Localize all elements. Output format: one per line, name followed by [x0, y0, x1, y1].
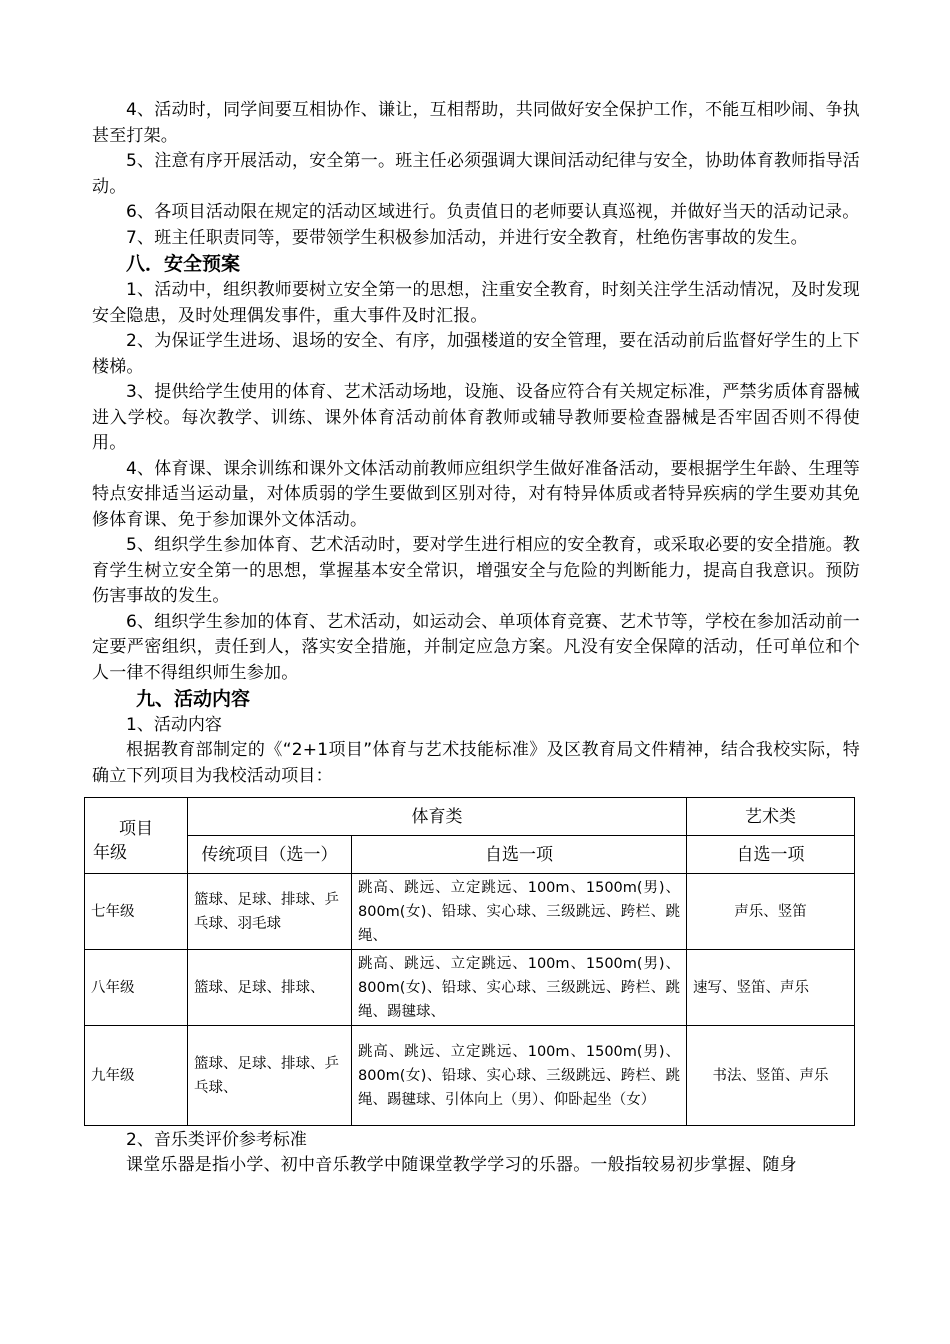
paragraph: 6、各项目活动限在规定的活动区域进行。负责值日的老师要认真巡视，并做好当天的活动记录。 [126, 202, 860, 222]
paragraph: 4、活动时，同学间要互相协作、谦让，互相帮助，共同做好安全保护工作，不能互相吵闹、争执甚至打架。 [92, 100, 860, 146]
grade-cell: 八年级 [85, 950, 188, 1026]
paragraph: 4、体育课、课余训练和课外文体活动前教师应组织学生做好准备活动，要根据学生年龄、生理等特点安排适当运动量，对体质弱的学生要做到区别对待，对有特异体质或者特异疾病的学生要劝其免修体育课、免于参加课外文体活动。 [92, 458, 860, 530]
activity-table [84, 797, 855, 1126]
corner-header-top: 项目 [119, 818, 153, 839]
corner-header-cell [85, 798, 188, 874]
elective-cell: 跳高、跳远、立定跳远、100m、1500m(男)、800m(女)、铅球、实心球、三级跳远、跨栏、跳绳、 [352, 874, 687, 950]
sports-header: 体育类 [188, 798, 687, 836]
elective-cell: 跳高、跳远、立定跳远、100m、1500m(男)、800m(女)、铅球、实心球、三级跳远、跨栏、跳绳、踢毽球、 [352, 950, 687, 1026]
paragraph: 5、组织学生参加体育、艺术活动时，要对学生进行相应的安全教育，或采取必要的安全措施。教育学生树立安全第一的思想，掌握基本安全常识，增强安全与危险的判断能力，提高自我意识。预防伤害事故的发生。 [92, 535, 860, 606]
arts-cell: 速写、竖笛、声乐 [687, 950, 855, 1026]
paragraph: 7、班主任职责同等，要带领学生积极参加活动，并进行安全教育，杜绝伤害事故的发生。 [126, 227, 808, 248]
paragraph: 1、活动中，组织教师要树立安全第一的思想，注重安全教育，时刻关注学生活动情况，及时发现安全隐患，及时处理偶发事件，重大事件及时汇报。 [92, 280, 860, 326]
table-row [85, 874, 855, 950]
elective-cell: 跳高、跳远、立定跳远、100m、1500m(男)、800m(女)、铅球、实心球、三级跳远、跨栏、跳绳、踢毽球、引体向上（男）、仰卧起坐（女） [352, 1026, 687, 1126]
subsection-heading: 1、活动内容 [126, 715, 222, 735]
section-8-heading: 八．安全预案 [126, 253, 241, 275]
arts-elective-header: 自选一项 [687, 836, 855, 874]
table-row [85, 1026, 855, 1126]
paragraph: 3、提供给学生使用的体育、艺术活动场地，设施、设备应符合有关规定标准，严禁劣质体育器械进入学校。每次教学、训练、课外体育活动前体育教师或辅导教师要检查器械是否牢固否则不得使用。 [92, 382, 860, 453]
paragraph: 2、为保证学生进场、退场的安全、有序，加强楼道的安全管理，要在活动前后监督好学生的上下楼梯。 [92, 331, 860, 377]
paragraph: 5、注意有序开展活动，安全第一。班主任必须强调大课间活动纪律与安全，协助体育教师指导活动。 [92, 151, 860, 197]
paragraph: 课堂乐器是指小学、初中音乐教学中随课堂教学学习的乐器。一般指较易初步掌握、随身 [126, 1155, 797, 1175]
table-row [85, 950, 855, 1026]
traditional-header: 传统项目（选一） [188, 836, 352, 874]
corner-header-bottom: 年级 [93, 842, 127, 863]
grade-cell: 九年级 [85, 1026, 188, 1126]
traditional-cell: 篮球、足球、排球、乒乓球、 [188, 1026, 352, 1126]
paragraph: 根据教育部制定的《“2+1项目”体育与艺术技能标准》及区教育局文件精神，结合我校实际，特确立下列项目为我校活动项目： [92, 740, 860, 786]
traditional-cell: 篮球、足球、排球、 [188, 950, 352, 1026]
traditional-cell: 篮球、足球、排球、乒乓球、羽毛球 [188, 874, 352, 950]
arts-header: 艺术类 [687, 798, 855, 836]
document-body [92, 98, 860, 789]
grade-cell: 七年级 [85, 874, 188, 950]
arts-cell: 书法、竖笛、声乐 [687, 1026, 855, 1126]
document-body-continued [92, 1128, 860, 1179]
subsection-heading: 2、音乐类评价参考标准 [126, 1130, 307, 1150]
section-9-heading: 九、活动内容 [136, 688, 251, 710]
paragraph: 6、组织学生参加的体育、艺术活动，如运动会、单项体育竞赛、艺术节等，学校在参加活动前一定要严密组织，责任到人，落实安全措施，并制定应急方案。凡没有安全保障的活动，任可单位和个人一律不得组织师生参加。 [92, 611, 860, 683]
elective-header: 自选一项 [352, 836, 687, 874]
arts-cell: 声乐、竖笛 [687, 874, 855, 950]
